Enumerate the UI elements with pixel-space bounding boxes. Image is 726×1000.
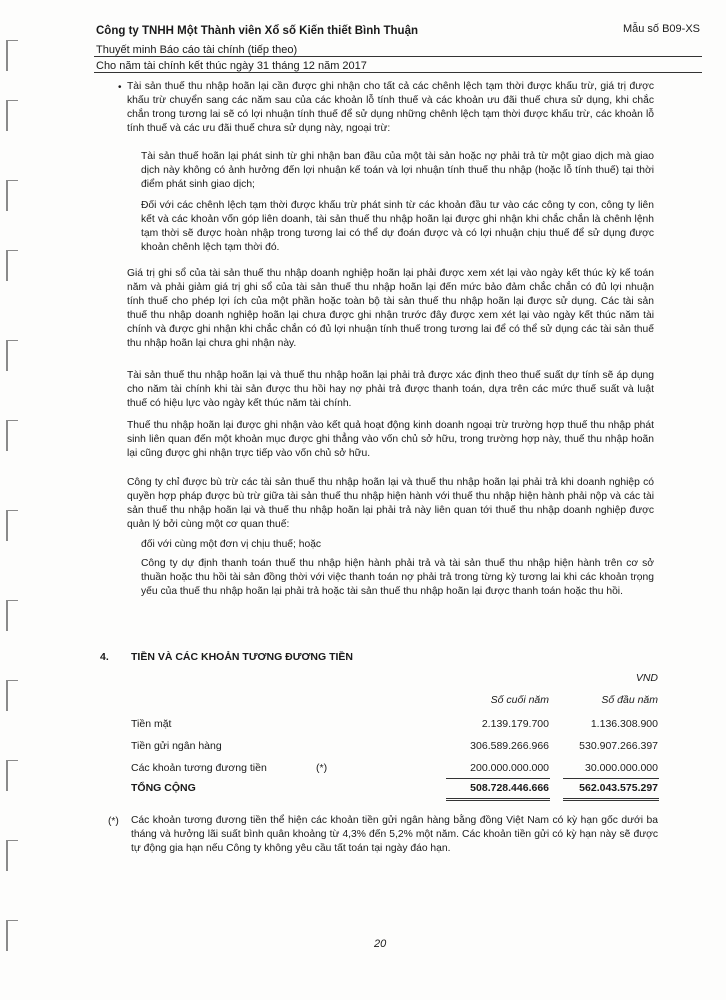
binding-mark [6, 40, 18, 71]
row-label: Các khoản tương đương tiền [131, 762, 267, 774]
page-number: 20 [374, 938, 387, 950]
paragraph: Công ty chỉ được bù trừ các tài sản thuế thu nhập hoãn lại và thuế thu nhập hoãn lại phải trả khi doanh nghiệp có quyền hợp pháp được bù trừ giữa tài sản thuế thu nhập hiện hành với thuế thu nhập hiện hành phải nộp và các tài sản thuế thu nhập hoãn lại và thuế thu nhập hoãn lại phải trả này liên quan tới thuế thu nhập doanh nghiệp được quản lý bởi cùng một cơ quan thuế: [127, 477, 654, 530]
column-header-end-of-year: Số cuối năm [490, 694, 549, 706]
total-rule [563, 798, 659, 799]
total-row [0, 782, 726, 798]
subtotal-rule [446, 778, 550, 779]
paragraph: Công ty dự định thanh toán thuế thu nhập hiện hành phải trả và tài sản thuế thu nhập hiện hành trên cơ sở thuần hoặc thu hồi tài sản đồng thời với việc thanh toán nợ phải trả trong từng kỳ tương lai khi các khoản trọng yếu của thuế thu nhập hoãn lại phải trả hoặc tài sản thuế thu nhập hoãn lại được thanh toán hoặc thu hồi. [141, 558, 654, 597]
total-beginning-of-year: 562.043.575.297 [579, 782, 658, 794]
header-period: Cho năm tài chính kết thúc ngày 31 tháng 12 năm 2017 [96, 60, 367, 72]
total-rule [446, 798, 550, 799]
value-beginning-of-year: 30.000.000.000 [585, 762, 658, 774]
value-beginning-of-year: 1.136.308.900 [590, 718, 658, 730]
table-row [0, 718, 726, 734]
paragraph: Tài sản thuế thu nhập hoãn lại và thuế thu nhập hoãn lại phải trả được xác định theo thuế suất dự tính sẽ áp dụng cho năm tài chính khi tài sản được thu hồi hay nợ phải trả được thanh toán, dựa trên các mức thuế suất và luật thuế có hiệu lực vào ngày kết thúc năm tài chính. [127, 370, 654, 409]
total-rule [563, 800, 659, 801]
total-rule [446, 800, 550, 801]
paragraph: Tài sản thuế hoãn lại phát sinh từ ghi nhận ban đầu của một tài sản hoặc nợ phải trả từ một giao dịch mà giao dịch này không có ảnh hưởng đến lợi nhuận kế toán và lợi nhuận tính thuế thu nhập (hoặc lỗ tính thuế) tại thời điểm phát sinh giao dịch; [141, 151, 654, 190]
paragraph: Thuế thu nhập hoãn lại được ghi nhận vào kết quả hoạt động kinh doanh ngoại trừ trường hợp thuế thu nhập phát sinh liên quan đến một khoản mục được ghi thẳng vào vốn chủ sở hữu, trong trường hợp này, thuế thu nhập hoãn lại cũng được ghi nhận trực tiếp vào vốn chủ sở hữu. [127, 420, 654, 459]
binding-mark [6, 920, 18, 951]
binding-mark [6, 680, 18, 711]
paragraph: Đối với các chênh lệch tạm thời được khấu trừ phát sinh từ các khoản đầu tư vào các công ty con, công ty liên kết và các khoản vốn góp liên doanh, tài sản thuế thu nhập hoãn lại được ghi nhận khi chắc chắn là chênh lệnh tạm thời sẽ được hoàn nhập trong tương lai có thể dự đoán được và có lợi nhuận chịu thuế để sử dụng được khoản chênh lệch tạm thời đó. [141, 200, 654, 253]
paragraph: Tài sản thuế thu nhập hoãn lại cần được ghi nhận cho tất cả các chênh lệch tạm thời được khấu trừ, giá trị được khấu trừ chuyển sang các năm sau của các khoản lỗ tính thuế và các khoản ưu đãi thuế chưa sử dụng, khi chắc chắn trong tương lai sẽ có lợi nhuận tính thuế để sử dụng những chênh lệch tạm thời được khấu trừ, các khoản lỗ tính thuế và các ưu đãi thuế chưa sử dụng này, ngoại trừ: [127, 81, 654, 134]
row-label: Tiền mặt [131, 718, 172, 730]
footnote-text: Các khoản tương đương tiền thể hiện các khoản tiền gửi ngân hàng bằng đồng Việt Nam có kỳ hạn gốc dưới ba tháng và hưởng lãi suất bình quân khoảng từ 4,3% đến 5,2% một năm. Các khoản tiền gửi có kỳ hạn này sẽ được tự động gia hạn nếu Công ty không yêu cầu tất toán tại ngày đáo hạn. [131, 815, 658, 854]
binding-mark [6, 510, 18, 541]
company-name: Công ty TNHH Một Thành viên Xổ số Kiến thiết Bình Thuận [96, 25, 418, 37]
column-header-beginning-of-year: Số đầu năm [601, 694, 658, 706]
currency-unit: VND [635, 672, 658, 684]
bullet-icon: • [118, 82, 122, 93]
table-row [0, 740, 726, 756]
binding-marks [6, 40, 18, 990]
section-title: TIỀN VÀ CÁC KHOẢN TƯƠNG ĐƯƠNG TIỀN [131, 651, 354, 663]
subtotal-rule [563, 778, 659, 779]
header-divider [94, 72, 702, 73]
value-beginning-of-year: 530.907.266.397 [579, 740, 658, 752]
table-row [0, 762, 726, 778]
row-note: (*) [316, 762, 328, 774]
header-divider [94, 56, 702, 57]
value-end-of-year: 200.000.000.000 [470, 762, 549, 774]
binding-mark [6, 100, 18, 131]
total-end-of-year: 508.728.446.666 [470, 782, 549, 794]
row-label: Tiền gửi ngân hàng [131, 740, 222, 752]
binding-mark [6, 180, 18, 211]
binding-mark [6, 420, 18, 451]
value-end-of-year: 2.139.179.700 [481, 718, 549, 730]
binding-mark [6, 340, 18, 371]
binding-mark [6, 600, 18, 631]
section-number: 4. [100, 651, 109, 663]
binding-mark [6, 840, 18, 871]
paragraph: Giá trị ghi sổ của tài sản thuế thu nhập doanh nghiệp hoãn lại phải được xem xét lại vào ngày kết thúc kỳ kế toán năm và phải giảm giá trị ghi sổ của tài sản thuế thu nhập hoãn lại đến mức bảo đảm chắc chắn có đủ lợi nhuận tính thuế cho phép lợi ích của một phần hoặc toàn bộ tài sản thuế thu nhập hoãn lại được sử dụng. Các tài sản thuế thu nhập doanh nghiệp hoãn lại chưa được ghi nhận trước đây được xem xét lại vào ngày kết thúc năm tài chính và được ghi nhận khi chắc chắn có đủ lợi nhuận tính thuế trong tương lai để có thể sử dụng các tài sản thuế thu nhập hoãn lại chưa ghi nhận này. [127, 268, 654, 349]
header-subtitle: Thuyết minh Báo cáo tài chính (tiếp theo) [96, 44, 298, 56]
form-code: Mẫu số B09-XS [622, 23, 700, 35]
total-label: TỔNG CỘNG [131, 782, 196, 794]
paragraph: đối với cùng một đơn vị chịu thuế; hoặc [141, 539, 322, 550]
value-end-of-year: 306.589.266.966 [470, 740, 549, 752]
footnote-marker: (*) [108, 816, 119, 827]
binding-mark [6, 250, 18, 281]
